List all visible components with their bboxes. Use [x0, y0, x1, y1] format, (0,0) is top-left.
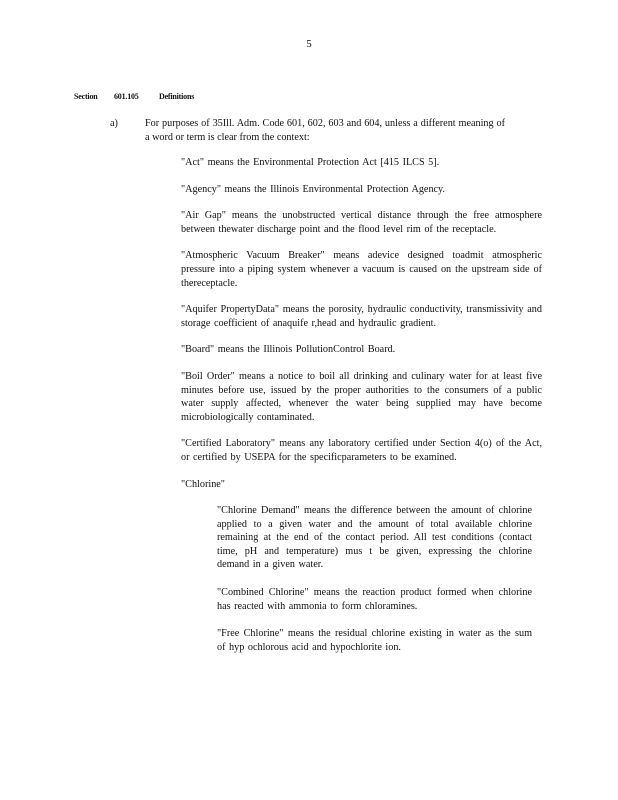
definition-chlorine: "Chlorine"	[181, 478, 225, 490]
definition-board: "Board" means the Illinois PollutionControl Board.	[181, 344, 396, 356]
subsection-intro: For purposes of 35Ill. Adm. Code 601, 602, 603 and 604, unless a different meaning of a word or term is clear from the context:	[145, 118, 505, 143]
section-label: Section	[74, 92, 98, 101]
page-number: 5	[306, 38, 312, 50]
definition-combined-chlorine: "Combined Chlorine" means the reaction product formed when chlorine has reacted with ammonia to form chloramines.	[217, 587, 532, 612]
definition-act: "Act" means the Environmental Protection Act [415 ILCS 5].	[181, 157, 440, 168]
definition-agency: "Agency" means the Illinois Environmental Protection Agency.	[181, 183, 446, 195]
definition-chlorine-demand: "Chlorine Demand" means the difference between the amount of chlorine applied to a given water and the amount of total available chlorine remaining at the end of the contact period. All test conditions (contact time, pH and temperature) mus t be given, expressing the chlorine demand in a given water.	[217, 505, 532, 571]
definition-free-chlorine: "Free Chlorine" means the residual chlorine existing in water as the sum of hyp ochlorous acid and hypochlorite ion.	[217, 628, 532, 653]
definition-atmospheric-vacuum-breaker: "Atmospheric Vacuum Breaker" means adevice designed toadmit atmospheric pressure into a piping system whenever a vacuum is caused on the upstream side of thereceptacle.	[181, 250, 542, 289]
definition-boil-order: "Boil Order" means a notice to boil all drinking and culinary water for at least five minutes before use, issued by the proper authorities to the consumers of a public water supply affected, whenever the water being supplied may have become microbiologically contaminated.	[181, 370, 542, 423]
section-number: 601.105	[114, 92, 139, 101]
section-title: Definitions	[159, 92, 195, 101]
chlorine-subdefinitions	[217, 504, 532, 654]
definitions-list	[181, 156, 542, 668]
section-header	[74, 90, 194, 104]
subsection-label: a)	[110, 118, 118, 129]
definition-air-gap: "Air Gap" means the unobstructed vertical distance through the free atmosphere between thewater discharge point and the flood level rim of the receptacle.	[181, 210, 542, 235]
definition-aquifer-property-data: "Aquifer PropertyData" means the porosity, hydraulic conductivity, transmissivity and storage coefficient of anaquife r,head and hydraulic gradient.	[181, 304, 542, 329]
definition-certified-laboratory: "Certified Laboratory" means any laboratory certified under Section 4(o) of the Act, or certified by USEPA for the specificparameters to be examined.	[181, 438, 542, 463]
